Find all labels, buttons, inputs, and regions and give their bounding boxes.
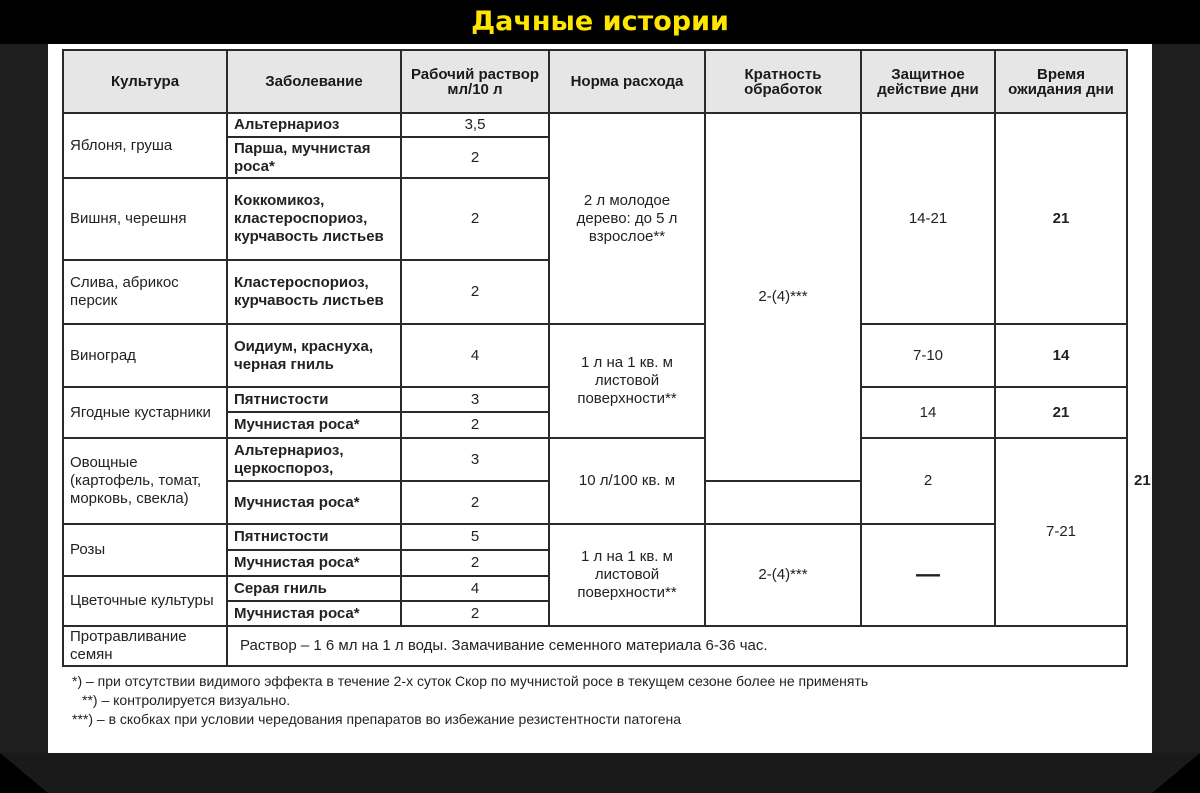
- disease-cell: Пятнистости: [227, 387, 401, 412]
- page-title: Дачные истории: [471, 6, 729, 37]
- disease-cell: Мучнистая роса*: [227, 601, 401, 626]
- waiting-cell: 14: [995, 324, 1127, 387]
- solution-cell: 2: [401, 412, 549, 438]
- culture-cell: Протравливание семян: [63, 626, 227, 666]
- disease-cell: Альтернариоз: [227, 113, 401, 137]
- footnote-3: ***) – в скобках при условии чередования препаратов во избежание резистентности патогена: [72, 711, 682, 727]
- waiting-cell: 21: [995, 387, 1127, 438]
- frame-corner: [0, 753, 48, 793]
- protection-cell: 14-21: [861, 113, 995, 324]
- protection-cell: 7-21: [995, 438, 1127, 626]
- rate-cell: 2 л молодое дерево: до 5 л взрослое**: [549, 113, 705, 324]
- culture-cell: Ягодные кустарники: [63, 387, 227, 438]
- header-row: [63, 50, 1127, 113]
- disease-cell: Мучнистая роса*: [227, 550, 401, 576]
- rate-cell: 1 л на 1 кв. м листовой поверхности**: [549, 324, 705, 438]
- solution-cell: 2: [401, 601, 549, 626]
- header-waiting: Время ожидания дни: [995, 50, 1127, 113]
- solution-cell: 4: [401, 576, 549, 601]
- frame-right-border: [1152, 0, 1200, 793]
- rate-cell: 1 л на 1 кв. м листовой поверхности**: [549, 524, 705, 626]
- solution-cell: 2: [401, 550, 549, 576]
- solution-cell: 2: [401, 481, 549, 524]
- footnote-1: *) – при отсутствии видимого эффекта в течение 2-х суток Скор по мучнистой росе в текущем сезоне более не применять: [72, 673, 869, 689]
- disease-cell: Мучнистая роса*: [227, 412, 401, 438]
- protection-cell: 7-10: [861, 324, 995, 387]
- rate-cell: 10 л/100 кв. м: [549, 438, 705, 524]
- culture-cell: Яблоня, груша: [63, 113, 227, 178]
- frequency-cell: 2: [861, 438, 995, 524]
- footnote-2: **) – контролируется визуально.: [82, 692, 291, 708]
- waiting-cell: 21: [995, 113, 1127, 324]
- header-frequency: Кратность обработок: [705, 50, 861, 113]
- disease-cell: Кластероспориоз, курчавость листьев: [227, 260, 401, 324]
- disease-cell: Оидиум, краснуха, черная гниль: [227, 324, 401, 387]
- header-disease: Заболевание: [227, 50, 401, 113]
- header-culture: Культура: [63, 50, 227, 113]
- footnotes: [62, 672, 1126, 729]
- solution-cell: 3,5: [401, 113, 549, 137]
- solution-cell: 5: [401, 524, 549, 550]
- table-row: [63, 524, 1127, 550]
- protection-cell: 14: [861, 387, 995, 438]
- culture-cell: Слива, абрикос персик: [63, 260, 227, 324]
- culture-cell: Цветочные культуры: [63, 576, 227, 626]
- culture-cell: Виноград: [63, 324, 227, 387]
- treatment-table: [62, 49, 1151, 667]
- seed-treatment-cell: Раствор – 1 6 мл на 1 л воды. Замачивание семенного материала 6-36 час.: [227, 626, 1127, 666]
- solution-cell: 2: [401, 260, 549, 324]
- frequency-cell: 2-(4)***: [705, 524, 861, 626]
- disease-cell: Парша, мучнистая роса*: [227, 137, 401, 178]
- disease-cell: Серая гниль: [227, 576, 401, 601]
- disease-cell: Коккомикоз, кластероспориоз, курчавость листьев: [227, 178, 401, 260]
- document-sheet: [48, 44, 1152, 753]
- culture-cell: Овощные (картофель, томат, морковь, свекла): [63, 438, 227, 524]
- disease-cell: Альтернариоз, церкоспороз,: [227, 438, 401, 481]
- table-row: [63, 626, 1127, 666]
- table-row: [63, 324, 1127, 387]
- solution-cell: 2: [401, 137, 549, 178]
- table-row: [63, 113, 1127, 137]
- frame-bottom-border: [0, 753, 1200, 793]
- culture-cell: Розы: [63, 524, 227, 576]
- frame-left-border: [0, 0, 48, 793]
- disease-cell: Пятнистости: [227, 524, 401, 550]
- disease-cell: Мучнистая роса*: [227, 481, 401, 524]
- header-rate: Норма расхода: [549, 50, 705, 113]
- solution-cell: 3: [401, 438, 549, 481]
- frame-corner: [1152, 753, 1200, 793]
- header-solution: Рабочий раствор мл/10 л: [401, 50, 549, 113]
- culture-cell: Вишня, черешня: [63, 178, 227, 260]
- table-row: Овощные (картофель, томат, морковь, свекла) Альтернариоз, церкоспороз, 3 10 л/100 кв. м 2 7-21 21: [63, 438, 1127, 481]
- solution-cell: 3: [401, 387, 549, 412]
- solution-cell: 4: [401, 324, 549, 387]
- waiting-cell: —: [861, 524, 995, 626]
- solution-cell: 2: [401, 178, 549, 260]
- frequency-cell: 2-(4)***: [705, 113, 861, 481]
- header-protection: Защитное действие дни: [861, 50, 995, 113]
